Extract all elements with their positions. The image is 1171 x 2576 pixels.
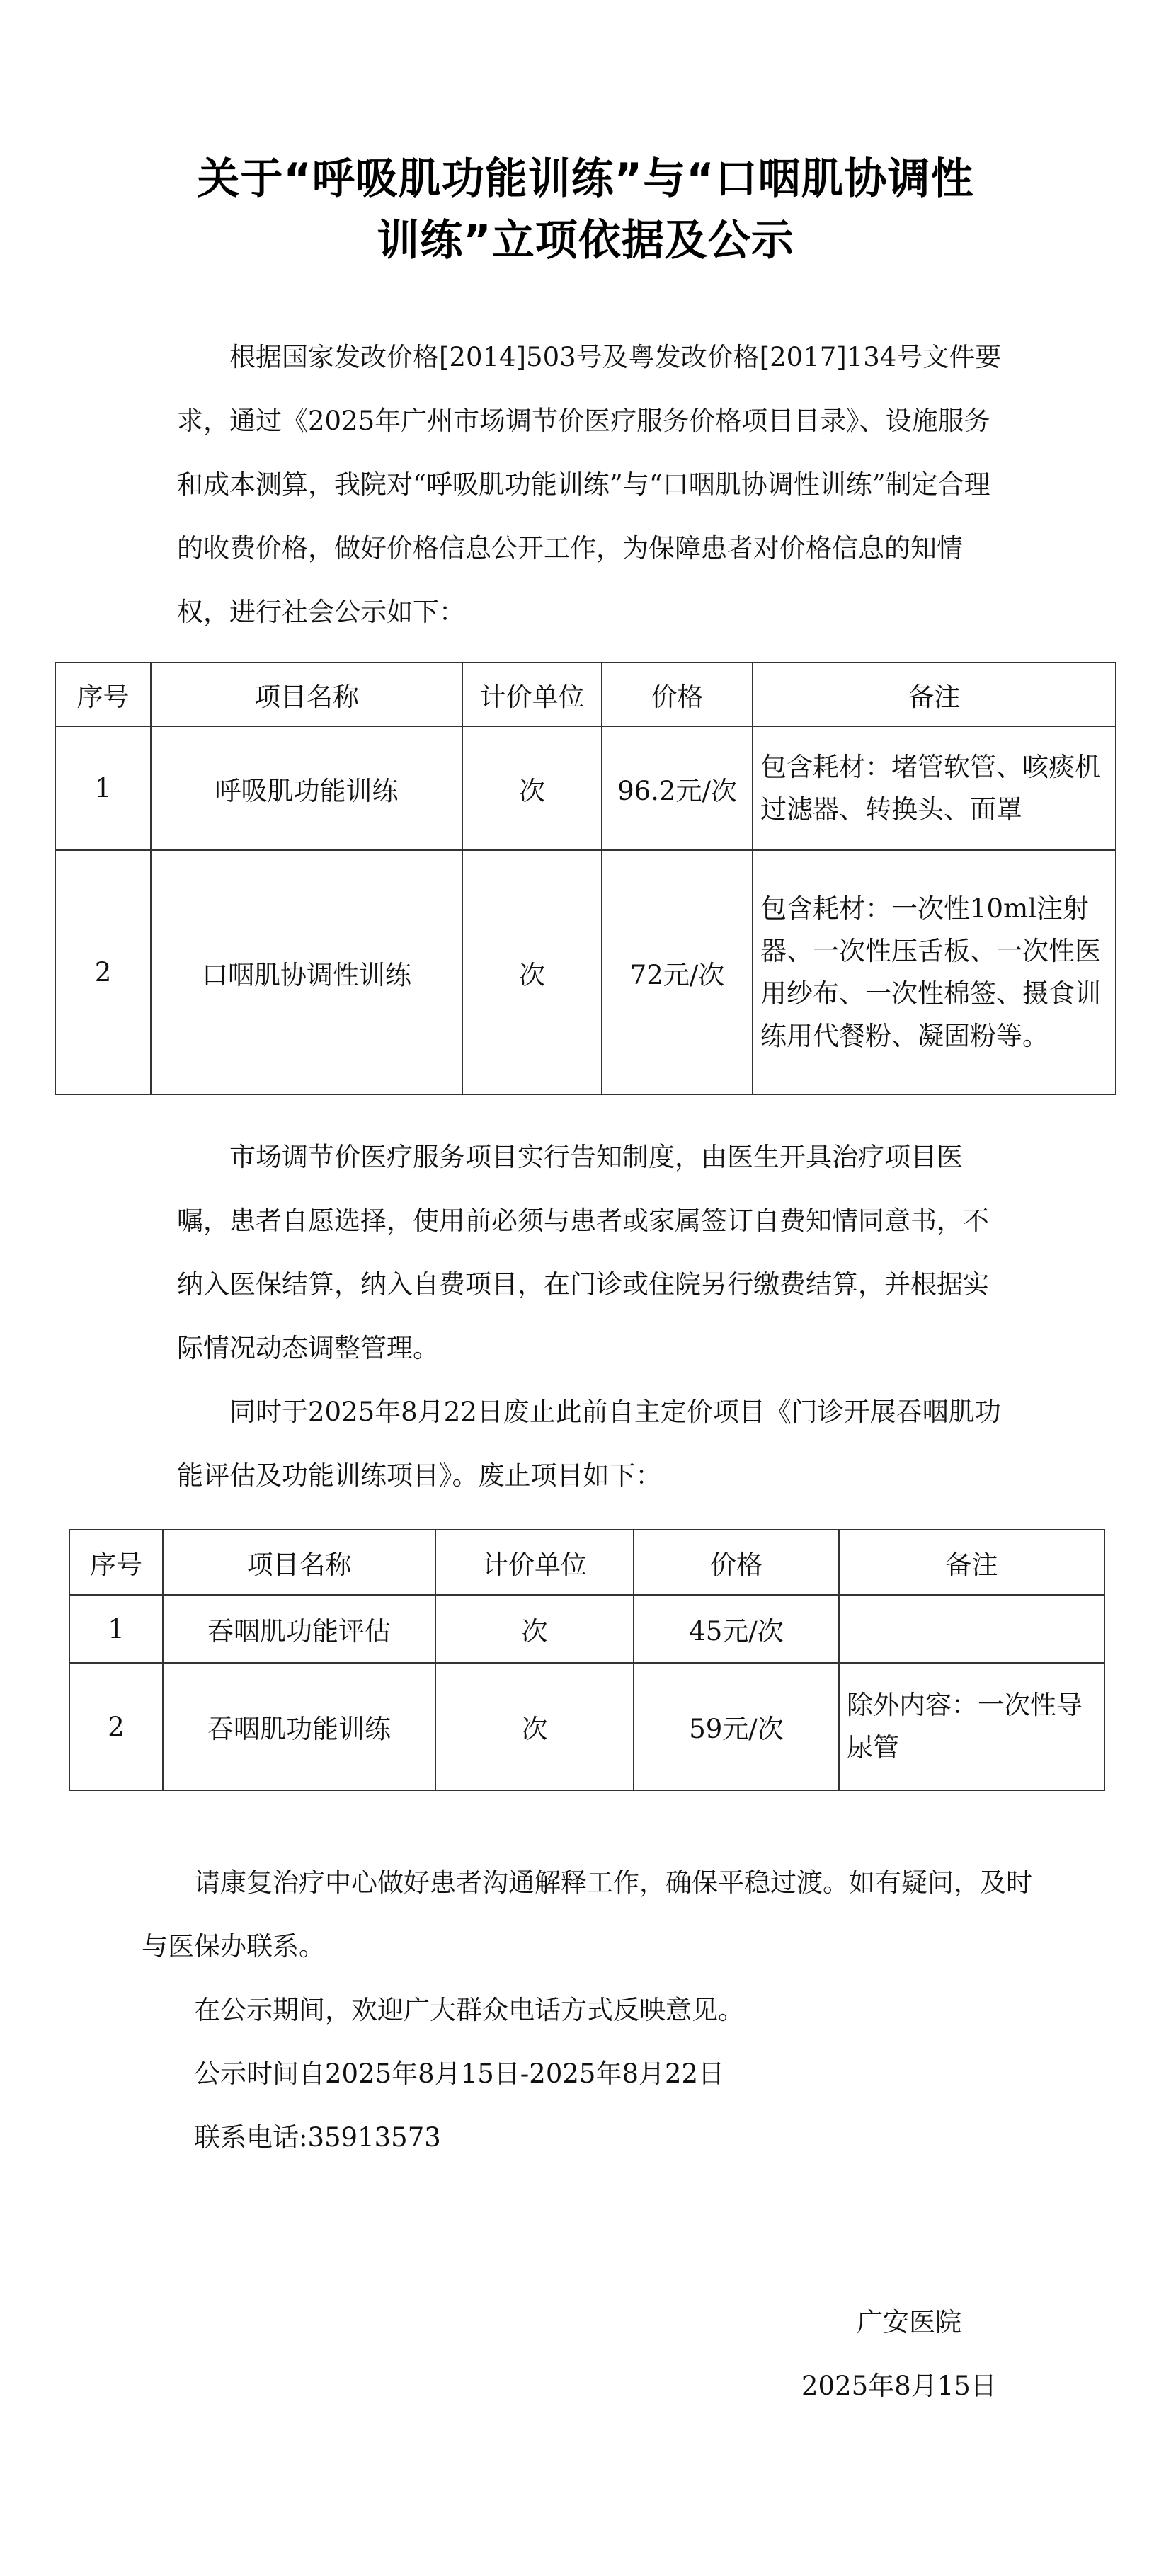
table-row xyxy=(55,726,1116,850)
cell-price: 45元/次 xyxy=(634,1595,839,1663)
cell-name: 吞咽肌功能评估 xyxy=(163,1595,435,1663)
cell-price: 59元/次 xyxy=(634,1663,839,1790)
col-header-name: 项目名称 xyxy=(163,1530,435,1595)
col-header-note: 备注 xyxy=(753,663,1116,726)
intro-text: 根据国家发改价格[2014]503号及粤发改价格[2017]134号文件要求，通过《2025年广州市场调节价医疗服务价格项目目录》、设施服务和成本测算，我院对“呼吸肌功能训练”与“口咽肌协调性训练”制定合理的收费价格，做好价格信息公开工作，为保障患者对价格信息的知情权，进行社会公示如下： xyxy=(177,342,1002,627)
contact-phone-text: 联系电话:35913573 xyxy=(194,2122,441,2153)
repealed-table-header-row xyxy=(69,1530,1104,1595)
repeal-text: 同时于2025年8月22日废止此前自主定价项目《门诊开展吞咽肌功能评估及功能训练项目》。废止项目如下： xyxy=(177,1397,1001,1491)
col-header-unit: 计价单位 xyxy=(462,663,602,726)
pricing-table xyxy=(55,662,1116,1095)
signature-org: 广安医院 xyxy=(857,2307,961,2337)
cell-price: 96.2元/次 xyxy=(602,726,753,850)
cell-unit: 次 xyxy=(462,850,602,1094)
cell-no: 2 xyxy=(69,1663,163,1790)
cell-no: 2 xyxy=(55,850,151,1094)
col-header-name: 项目名称 xyxy=(151,663,462,726)
cell-unit: 次 xyxy=(435,1595,634,1663)
pricing-table-header-row xyxy=(55,663,1116,726)
signature-date: 2025年8月15日 xyxy=(801,2371,997,2401)
cell-note: 包含耗材：堵管软管、咳痰机过滤器、转换头、面罩 xyxy=(753,726,1116,850)
cell-price: 72元/次 xyxy=(602,850,753,1094)
notice-period-text: 公示时间自2025年8月15日-2025年8月22日 xyxy=(194,2059,725,2089)
col-header-price: 价格 xyxy=(634,1530,839,1595)
cell-no: 1 xyxy=(55,726,151,850)
cell-note: 除外内容：一次性导尿管 xyxy=(839,1663,1104,1790)
notice-paragraph xyxy=(177,1126,1002,1508)
page-title-line1: 关于“呼吸肌功能训练”与“口咽肌协调性 xyxy=(197,154,974,204)
cell-unit: 次 xyxy=(435,1663,634,1790)
cell-unit: 次 xyxy=(462,726,602,850)
table-row xyxy=(69,1595,1104,1663)
table-row xyxy=(69,1663,1104,1790)
page-title-line2: 训练”立项依据及公示 xyxy=(377,216,794,265)
feedback-text: 在公示期间，欢迎广大群众电话方式反映意见。 xyxy=(194,1995,744,2025)
col-header-unit: 计价单位 xyxy=(435,1530,634,1595)
col-header-price: 价格 xyxy=(602,663,753,726)
table-row xyxy=(55,850,1116,1094)
cell-name: 口咽肌协调性训练 xyxy=(151,850,462,1094)
cell-note: 包含耗材：一次性10ml注射器、一次性压舌板、一次性医用纱布、一次性棉签、摄食训练用代餐粉、凝固粉等。 xyxy=(753,850,1116,1094)
notice-text: 市场调节价医疗服务项目实行告知制度，由医生开具治疗项目医嘱，患者自愿选择，使用前必须与患者或家属签订自费知情同意书，不纳入医保结算，纳入自费项目，在门诊或住院另行缴费结算，并根据实际情况动态调整管理。 xyxy=(177,1142,989,1363)
closing-paragraph xyxy=(142,1851,1037,2170)
cell-name: 吞咽肌功能训练 xyxy=(163,1663,435,1790)
col-header-no: 序号 xyxy=(69,1530,163,1595)
intro-paragraph xyxy=(177,326,1002,644)
cell-note xyxy=(839,1595,1104,1663)
cell-no: 1 xyxy=(69,1595,163,1663)
repealed-items-table xyxy=(69,1529,1105,1791)
col-header-note: 备注 xyxy=(839,1530,1104,1595)
cell-name: 呼吸肌功能训练 xyxy=(151,726,462,850)
coordination-text: 请康复治疗中心做好患者沟通解释工作，确保平稳过渡。如有疑问，及时与医保办联系。 xyxy=(142,1867,1032,1962)
col-header-no: 序号 xyxy=(55,663,151,726)
